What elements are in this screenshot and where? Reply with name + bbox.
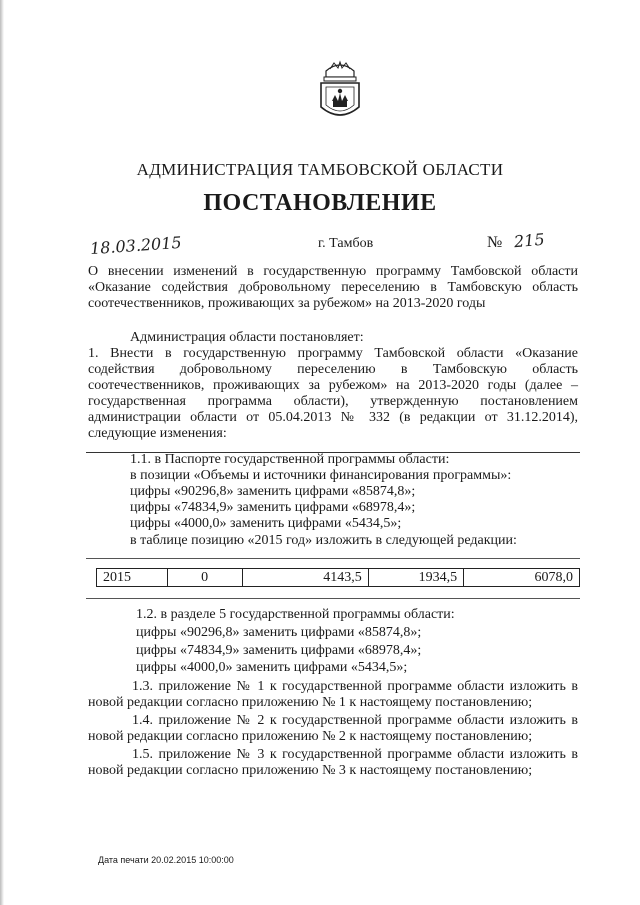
- handwritten-document-number: 215: [513, 229, 546, 252]
- item-1-2-replace-2: цифры «74834,9» заменить цифрами «68978,4»;: [136, 643, 422, 658]
- coat-of-arms-emblem: [318, 57, 362, 123]
- item-1-1-replace-2: цифры «74834,9» заменить цифрами «68978,4»;: [130, 500, 416, 515]
- item-1-4: 1.4. приложение № 2 к государственной программе области изложить в новой редакции согласно приложению № 2 к настоящему постановлению;: [88, 713, 578, 744]
- item-1-5: 1.5. приложение № 3 к государственной программе области изложить в новой редакции согласно приложению № 3 к настоящему постановлению;: [88, 747, 578, 778]
- handwritten-date: 18.03.2015: [89, 232, 183, 259]
- item-1-1-replace-1: цифры «90296,8» заменить цифрами «85874,8»;: [130, 484, 416, 499]
- item-1-1-table-note: в таблице позицию «2015 год» изложить в следующей редакции:: [130, 533, 517, 548]
- item-1-3: 1.3. приложение № 1 к государственной программе области изложить в новой редакции согласно приложению № 1 к настоящему постановлению;: [88, 679, 578, 710]
- item-1-2: 1.2. в разделе 5 государственной программы области:: [136, 607, 455, 622]
- funding-table-row-2015: [96, 568, 580, 587]
- item-1-1-replace-3: цифры «4000,0» заменить цифрами «5434,5»;: [130, 516, 402, 531]
- item-1-2-replace-3: цифры «4000,0» заменить цифрами «5434,5»;: [136, 660, 408, 675]
- print-date-footer: Дата печати 20.02.2015 10:00:00: [98, 855, 234, 865]
- item-1-2-replace-1: цифры «90296,8» заменить цифрами «85874,8»;: [136, 625, 422, 640]
- scan-line: [86, 558, 580, 559]
- document-number-label: №: [487, 234, 503, 251]
- table-cell-year: 2015: [97, 569, 168, 587]
- table-cell: 0: [167, 569, 242, 587]
- paragraph-1: 1. Внести в государственную программу Тамбовской области «Оказание содействия добровольному переселению в Тамбовскую область соотечественников, проживающих за рубежом» на 2013-2020 годы (далее – государственная программа области), утвержденную постановлением администрации области от 05.04.2013 № 332 (в редакции от 31.12.2014), следующие изменения:: [88, 346, 578, 441]
- scan-line: [86, 598, 580, 599]
- table-row: [97, 569, 580, 587]
- table-cell: 1934,5: [368, 569, 463, 587]
- page-edge-shadow: [0, 0, 4, 905]
- item-1-1: 1.1. в Паспорте государственной программы области:: [130, 452, 450, 467]
- document-subject: О внесении изменений в государственную программу Тамбовской области «Оказание содействия добровольному переселению в Тамбовскую область соотечественников, проживающих за рубежом» на 2013-2020 годы: [88, 264, 578, 311]
- organization-name: АДМИНИСТРАЦИЯ ТАМБОВСКОЙ ОБЛАСТИ: [136, 160, 504, 179]
- item-1-1-position: в позиции «Объемы и источники финансирования программы»:: [130, 468, 512, 483]
- table-cell-total: 6078,0: [464, 569, 580, 587]
- table-cell: 4143,5: [242, 569, 368, 587]
- resolution-intro: Администрация области постановляет:: [130, 330, 364, 345]
- city-label: г. Тамбов: [318, 236, 374, 251]
- document-type-title: ПОСТАНОВЛЕНИЕ: [203, 190, 437, 216]
